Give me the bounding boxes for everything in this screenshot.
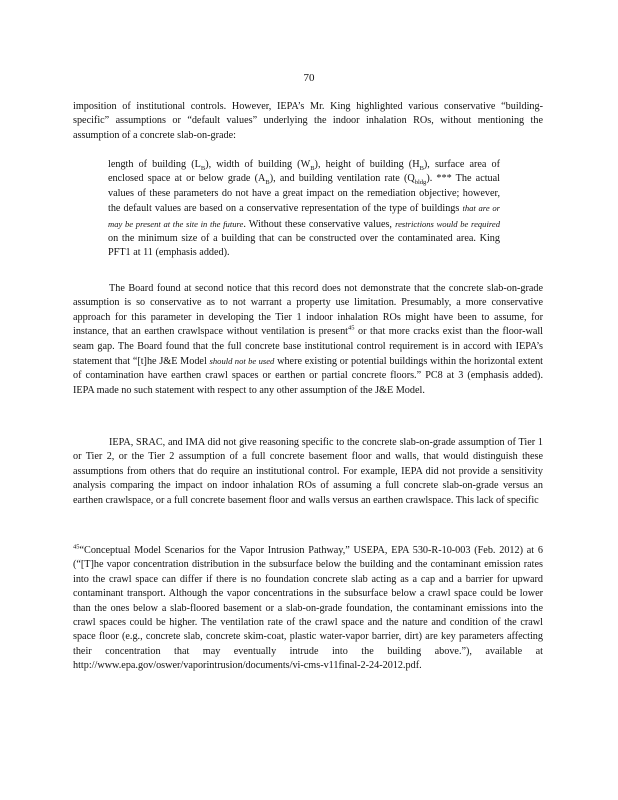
quote-text: ), and building ventilation rate (Q: [269, 173, 415, 185]
subscript: B: [200, 165, 206, 173]
emphasis-text: that are or may be present at the site in the future: [108, 203, 500, 229]
quote-text: ), width of building (W: [205, 159, 311, 170]
paragraph-board-finding: [73, 282, 543, 398]
quote-text: . Without these conservative values,: [243, 218, 396, 230]
subscript: B: [310, 165, 315, 173]
emphasis-text: restrictions would be required: [395, 218, 501, 229]
quote-text: ), surface area of enclosed space at or below grade (A: [108, 159, 501, 185]
footnote-45: [73, 544, 543, 674]
footnote-reference: 45: [348, 324, 355, 332]
footnote-number: 45: [73, 543, 80, 551]
paragraph-text: IEPA, SRAC, and IMA did not give reasoning specific to the concrete slab-on-grade assumption of Tier 1 or Tier 2, or the Tier 2 assumption of a full concrete basement floor and walls, that would distinguish these assumptions from others that do require an institutional control. For example, IEPA did not provide a sensitivity analysis comparing the impact on indoor inhalation ROs of assuming a full concrete slab-on-grade versus an earthen crawlspace, or a full concrete basement floor and walls versus an earthen crawlspace. This lack of specific: [73, 437, 543, 506]
subscript: B: [265, 179, 270, 187]
paragraph-intro: [73, 100, 543, 143]
footnote-text: “Conceptual Model Scenarios for the Vapor Intrusion Pathway,” USEPA, EPA 530-R-10-003 (Feb. 2012) at 6 (“[T]he vapor concentration distribution in the subsurface below the building and the contaminant emission rates into the crawl space can differ if there is no foundation concrete slab acting as a cap and a barrier for upward contaminant transport. Although the vapor concentrations in the subsurface below a crawl space could be lower than the ones below a slab-floored basement or a slab-on-grade foundation, the contaminant emissions into the crawl spaces could be higher. The ventilation rate of the crawl space and the nature and condition of the crawl space floor (e.g., concrete slab, concrete skim-coat, plastic water-vapor barrier, dirt) are key parameters affecting their concentration that may eventually intrude into the building above.”), available at http://www.epa.gov/oswer/vaporintrusion/documents/vi-cms-v11final-2-24-2012.pdf.: [73, 545, 543, 672]
page-number: 70: [303, 72, 315, 84]
emphasis-text: should not be used: [209, 356, 275, 367]
quote-text: on the minimum size of a building that can be constructed over the contaminated area. King PFT1 at 11 (emphasis added).: [108, 233, 500, 259]
block-quote: [108, 158, 500, 261]
quote-text: ), height of building (H: [314, 159, 420, 170]
paragraph-text: imposition of institutional controls. However, IEPA’s Mr. King highlighted various conservative “building-specific” assumptions or “default values” underlying the indoor inhalation ROs, without mentioning the assumption of a concrete slab-on-grade:: [73, 101, 543, 141]
quote-text: length of building (L: [108, 159, 201, 170]
paragraph-text: The Board found at second notice that this record does not demonstrate that the concrete slab-on-grade assumption is so conservative as to not warrant a property use limitation. Presumably, a more conservative approach for this parameter in developing the Tier 1 indoor inhalation ROs might have been to assume, for instance, that an earthen crawlspace without ventilation is present: [73, 283, 543, 338]
quote-text: ). *** The actual values of these parameters do not have a great impact on the remediation objective; however, the default values are based on a conservative representation of the type of buildings: [108, 173, 501, 215]
subscript: bldg: [414, 179, 427, 187]
subscript: B: [419, 165, 424, 173]
paragraph-text: where existing or potential buildings within the horizontal extent of contamination have earthen crawl spaces or earthen or partial concrete floors.” PC8 at 3 (emphasis added). IEPA made no such statement with respect to any other assumption of the J&E Model.: [73, 356, 543, 396]
paragraph-text: or that more cracks exist than the floor-wall seam gap. The Board found that the full concrete base institutional control requirement is in accord with IEPA’s statement that “[t]he J&E Model: [73, 326, 544, 368]
paragraph-iepa-srac: [73, 436, 543, 508]
